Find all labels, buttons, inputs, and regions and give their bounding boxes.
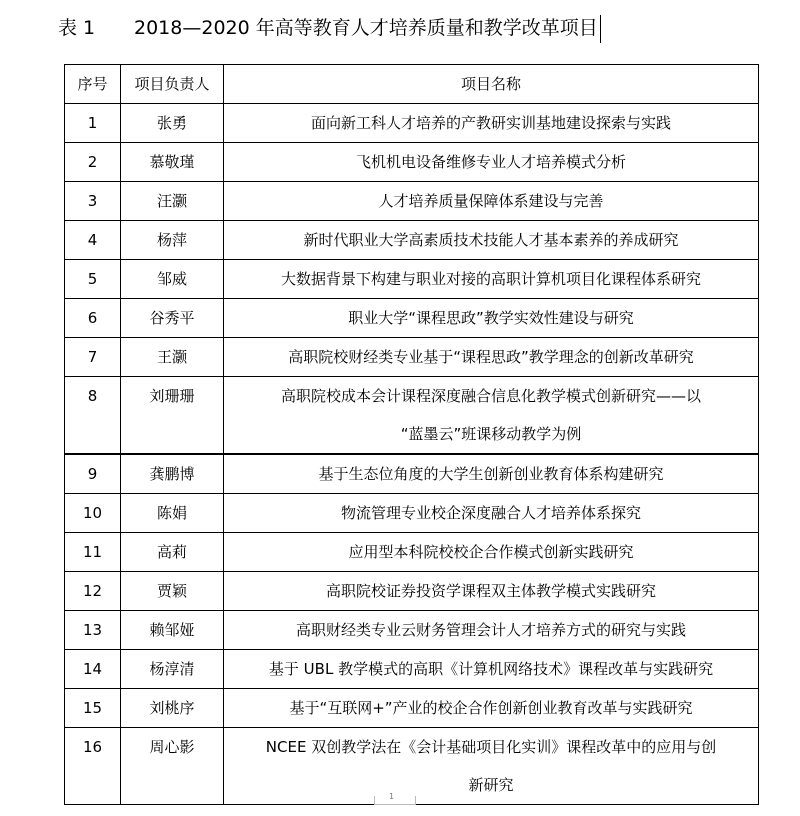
row-leader: 龚鹏博 bbox=[121, 454, 224, 494]
row-no: 15 bbox=[65, 689, 121, 728]
row-project-name bbox=[224, 728, 759, 805]
table-row bbox=[65, 533, 759, 572]
row-leader: 张勇 bbox=[121, 104, 224, 143]
text-cursor bbox=[600, 15, 602, 43]
row-project-name: 基于生态位角度的大学生创新创业教育体系构建研究 bbox=[224, 454, 759, 494]
row-project-name: 面向新工科人才培养的产教研实训基地建设探索与实践 bbox=[224, 104, 759, 143]
row-leader: 周心影 bbox=[121, 728, 224, 805]
row-leader: 赖邹娅 bbox=[121, 611, 224, 650]
row-leader: 陈娟 bbox=[121, 494, 224, 533]
row-project-name: 基于 UBL 教学模式的高职《计算机网络技术》课程改革与实践研究 bbox=[224, 650, 759, 689]
row-project-name: 人才培养质量保障体系建设与完善 bbox=[224, 182, 759, 221]
table-label: 表 1 bbox=[58, 17, 96, 39]
table-row bbox=[65, 143, 759, 182]
table-row bbox=[65, 611, 759, 650]
row-no: 7 bbox=[65, 338, 121, 377]
table-row bbox=[65, 260, 759, 299]
page-number: 1 bbox=[389, 792, 395, 801]
row-project-name: 大数据背景下构建与职业对接的高职计算机项目化课程体系研究 bbox=[224, 260, 759, 299]
table-title: 2018—2020 年高等教育人才培养质量和教学改革项目 bbox=[134, 17, 598, 39]
project-table bbox=[64, 64, 759, 805]
table-caption bbox=[58, 12, 601, 44]
table-row bbox=[65, 104, 759, 143]
table-row bbox=[65, 182, 759, 221]
row-project-name: 新时代职业大学高素质技术技能人才基本素养的养成研究 bbox=[224, 221, 759, 260]
project-name-line-2: “蓝墨云”班课移动教学为例 bbox=[400, 425, 582, 443]
table-row bbox=[65, 299, 759, 338]
row-project-name: 高职院校证券投资学课程双主体教学模式实践研究 bbox=[224, 572, 759, 611]
row-project-name: 应用型本科院校校企合作模式创新实践研究 bbox=[224, 533, 759, 572]
row-leader: 刘珊珊 bbox=[121, 377, 224, 455]
row-leader: 杨萍 bbox=[121, 221, 224, 260]
row-leader: 谷秀平 bbox=[121, 299, 224, 338]
header-leader: 项目负责人 bbox=[121, 65, 224, 104]
row-leader: 贾颖 bbox=[121, 572, 224, 611]
table-row bbox=[65, 494, 759, 533]
row-project-name: 基于“互联网+”产业的校企合作创新创业教育改革与实践研究 bbox=[224, 689, 759, 728]
row-no: 3 bbox=[65, 182, 121, 221]
row-no: 9 bbox=[65, 454, 121, 494]
row-leader: 王灏 bbox=[121, 338, 224, 377]
row-leader: 慕敬瑾 bbox=[121, 143, 224, 182]
table-row bbox=[65, 338, 759, 377]
row-no: 13 bbox=[65, 611, 121, 650]
project-name-line-2: 新研究 bbox=[468, 776, 514, 794]
row-no: 10 bbox=[65, 494, 121, 533]
table-row bbox=[65, 221, 759, 260]
row-no: 2 bbox=[65, 143, 121, 182]
row-project-name: 高职院校财经类专业基于“课程思政”教学理念的创新改革研究 bbox=[224, 338, 759, 377]
row-no: 6 bbox=[65, 299, 121, 338]
row-project-name: 飞机机电设备维修专业人才培养模式分析 bbox=[224, 143, 759, 182]
row-project-name: 高职财经类专业云财务管理会计人才培养方式的研究与实践 bbox=[224, 611, 759, 650]
row-no: 8 bbox=[65, 377, 121, 455]
row-project-name: 物流管理专业校企深度融合人才培养体系探究 bbox=[224, 494, 759, 533]
row-no: 4 bbox=[65, 221, 121, 260]
row-no: 5 bbox=[65, 260, 121, 299]
row-no: 16 bbox=[65, 728, 121, 805]
row-no: 14 bbox=[65, 650, 121, 689]
page-marker bbox=[374, 792, 416, 805]
row-leader: 邹威 bbox=[121, 260, 224, 299]
row-leader: 汪灏 bbox=[121, 182, 224, 221]
table-header-row bbox=[65, 65, 759, 104]
header-project-name: 项目名称 bbox=[224, 65, 759, 104]
row-leader: 杨淳清 bbox=[121, 650, 224, 689]
table-row bbox=[65, 650, 759, 689]
row-project-name: 职业大学“课程思政”教学实效性建设与研究 bbox=[224, 299, 759, 338]
row-leader: 高莉 bbox=[121, 533, 224, 572]
row-project-name bbox=[224, 377, 759, 455]
table-row bbox=[65, 572, 759, 611]
table-row bbox=[65, 377, 759, 455]
row-no: 1 bbox=[65, 104, 121, 143]
table-row bbox=[65, 454, 759, 494]
project-name-line-1: 高职院校成本会计课程深度融合信息化教学模式创新研究——以 bbox=[280, 387, 701, 405]
project-name-line-1: NCEE 双创教学法在《会计基础项目化实训》课程改革中的应用与创 bbox=[265, 738, 717, 756]
table-row bbox=[65, 689, 759, 728]
row-leader: 刘桃序 bbox=[121, 689, 224, 728]
row-no: 12 bbox=[65, 572, 121, 611]
table-row bbox=[65, 728, 759, 805]
header-no: 序号 bbox=[65, 65, 121, 104]
row-no: 11 bbox=[65, 533, 121, 572]
